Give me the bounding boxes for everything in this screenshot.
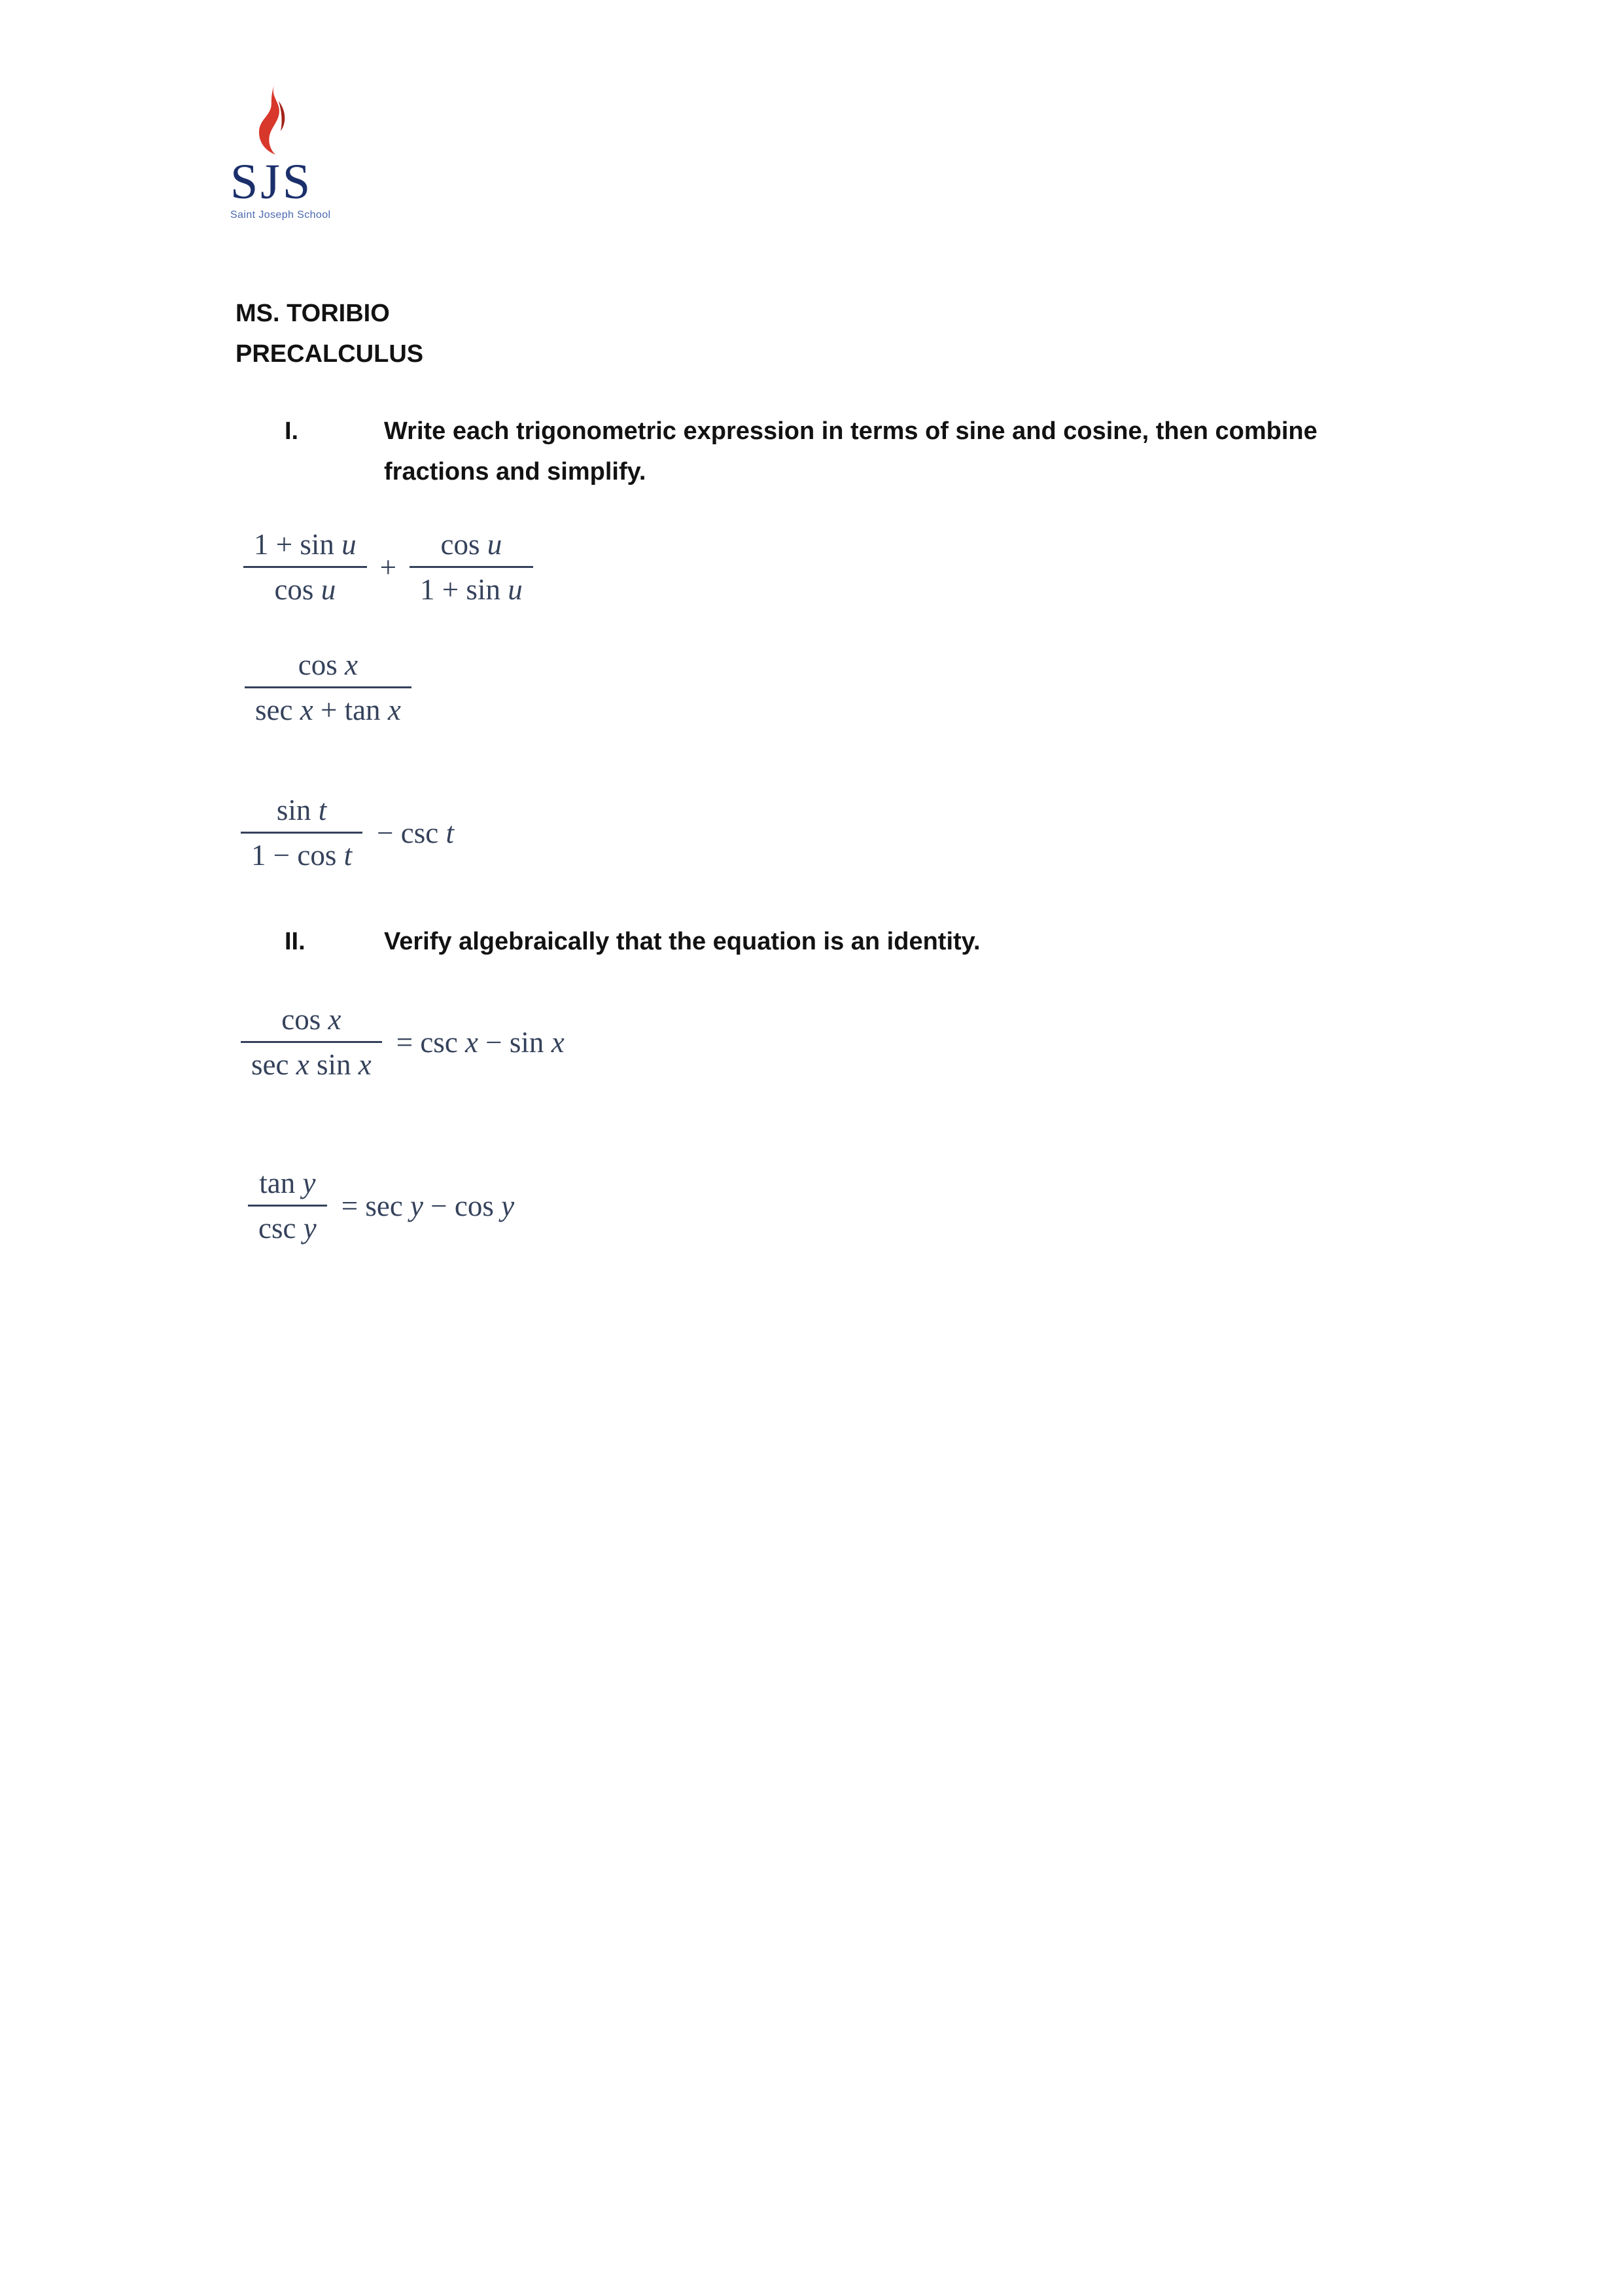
- fraction: [245, 648, 411, 727]
- fraction-denominator: sec x sin x: [251, 1048, 372, 1081]
- expression-3: [241, 793, 454, 872]
- fraction-numerator: cos x: [241, 1002, 382, 1043]
- section-2-instruction: Verify algebraically that the equation is an identity.: [384, 928, 981, 955]
- fraction: [241, 793, 362, 872]
- school-logo: [230, 84, 348, 221]
- fraction: [241, 1002, 382, 1082]
- section-2: [285, 921, 981, 962]
- plus-operator: +: [379, 550, 397, 584]
- section-2-number: II.: [285, 928, 305, 955]
- school-name: Saint Joseph School: [230, 209, 331, 221]
- fraction: [410, 527, 533, 607]
- expression-2: [245, 648, 411, 727]
- expression-tail: − csc t: [377, 816, 454, 849]
- fraction-numerator: sin t: [241, 793, 362, 834]
- expression-4: [241, 1002, 565, 1082]
- section-1: [285, 411, 1318, 492]
- fraction-numerator: cos u: [410, 527, 533, 568]
- document-header: [236, 293, 423, 374]
- fraction-denominator: 1 − cos t: [251, 839, 353, 872]
- expression-tail: = csc x − sin x: [396, 1025, 565, 1059]
- expression-5: [248, 1166, 514, 1245]
- section-1-number: I.: [285, 417, 299, 445]
- section-1-instruction: [384, 411, 1318, 492]
- fraction-denominator: sec x + tan x: [255, 694, 401, 726]
- fraction-numerator: 1 + sin u: [243, 527, 367, 568]
- instruction-line-2: fractions and simplify.: [384, 458, 646, 486]
- fraction-denominator: cos u: [274, 573, 336, 606]
- fraction-numerator: tan y: [248, 1166, 327, 1207]
- fraction-numerator: cos x: [245, 648, 411, 688]
- fraction-denominator: csc y: [258, 1212, 317, 1245]
- course-name: PRECALCULUS: [236, 340, 424, 368]
- flame-icon: [250, 84, 348, 158]
- instruction-line-1: Write each trigonometric expression in terms of sine and cosine, then combine: [384, 417, 1318, 445]
- expression-1: [243, 527, 533, 607]
- fraction: [248, 1166, 327, 1245]
- teacher-name: MS. TORIBIO: [236, 300, 390, 327]
- expression-tail: = sec y − cos y: [341, 1189, 515, 1222]
- fraction-denominator: 1 + sin u: [420, 573, 523, 606]
- school-acronym: SJS: [230, 154, 313, 209]
- fraction: [243, 527, 367, 607]
